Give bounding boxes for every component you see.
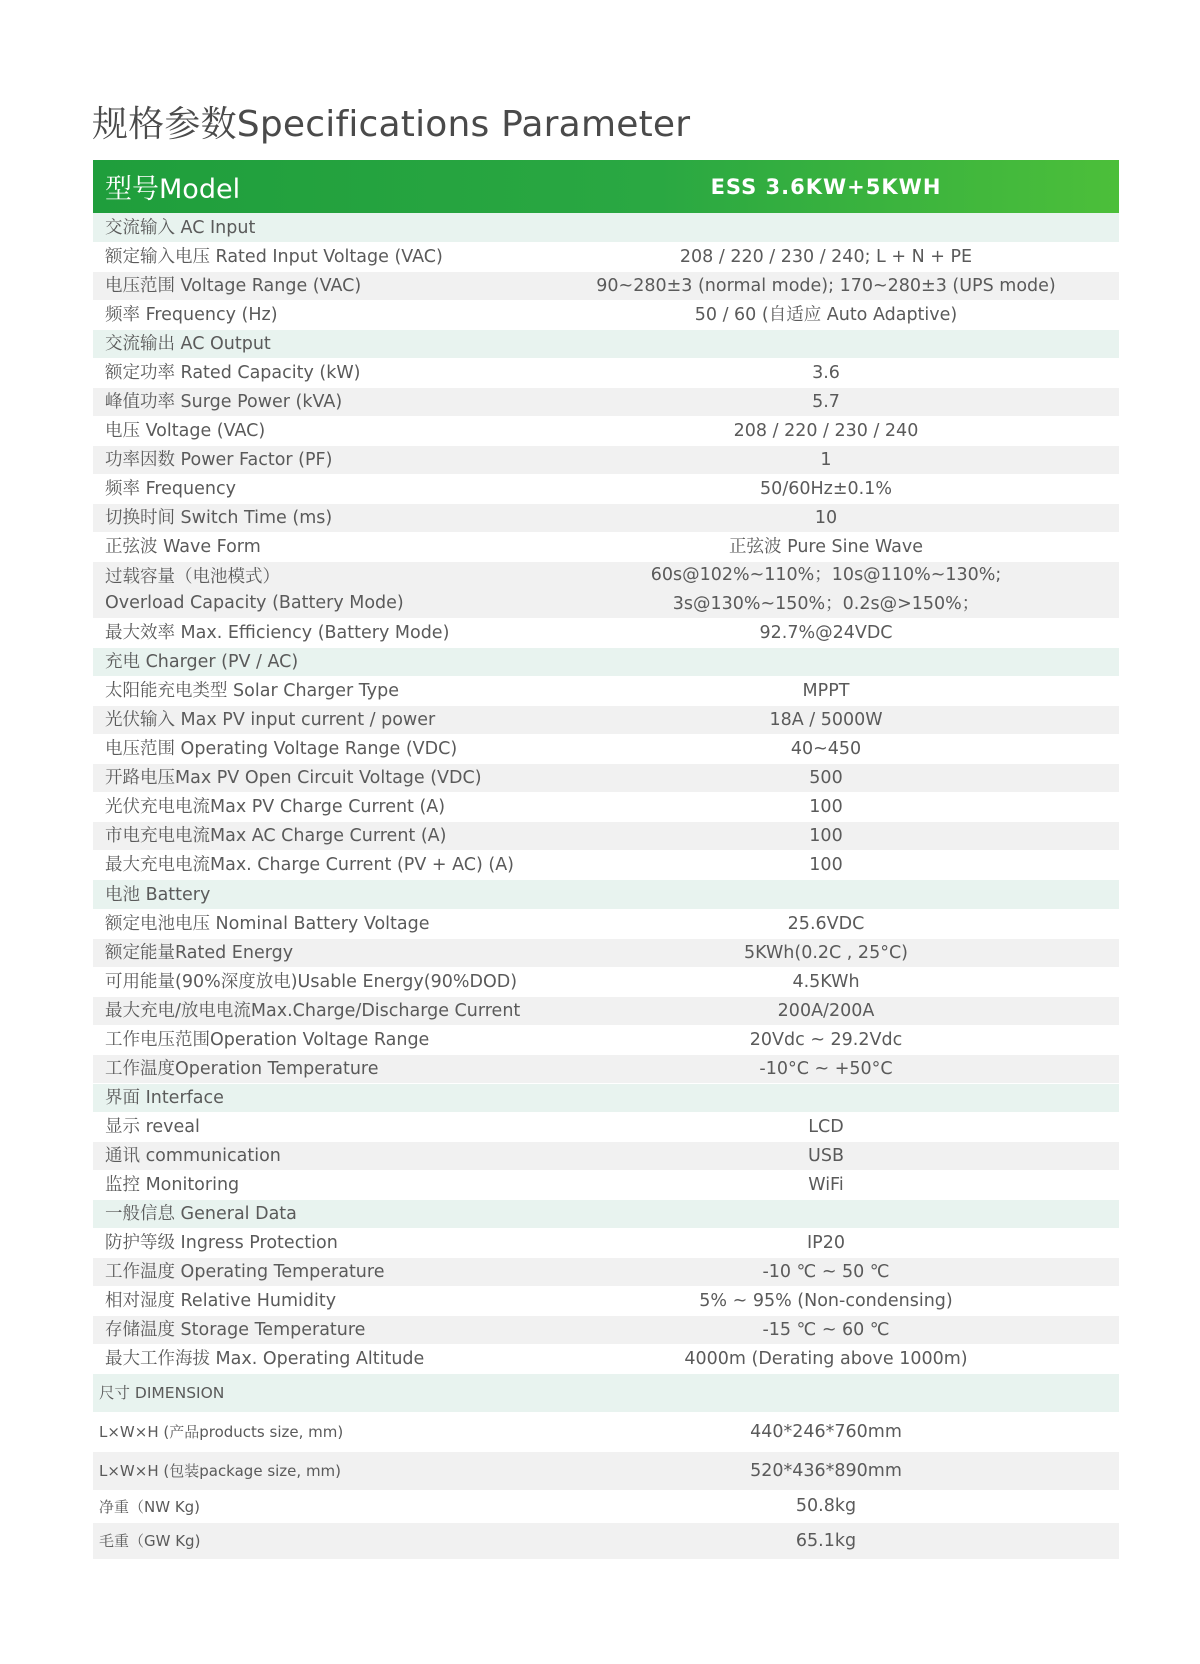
table-row bbox=[93, 822, 1119, 851]
table-row bbox=[93, 272, 1119, 301]
spec-value bbox=[533, 1026, 1119, 1055]
table-row bbox=[93, 1258, 1119, 1287]
spec-label bbox=[93, 389, 533, 415]
spec-value-line: 18A / 5000W bbox=[769, 709, 883, 730]
spec-label bbox=[93, 1528, 533, 1554]
spec-label bbox=[93, 1259, 533, 1285]
spec-value-line: LCD bbox=[808, 1116, 844, 1137]
spec-value-line: 60s@102%~110%；10s@110%~130%; bbox=[650, 565, 1002, 585]
spec-label bbox=[93, 1027, 533, 1053]
section-row bbox=[93, 330, 1119, 359]
spec-value-line: 65.1kg bbox=[795, 1530, 857, 1551]
spec-label-line: 电池 Battery bbox=[105, 884, 211, 905]
spec-label bbox=[93, 360, 533, 386]
spec-value bbox=[533, 764, 1119, 793]
spec-value-line: USB bbox=[808, 1145, 844, 1166]
spec-value-line: 正弦波 Pure Sine Wave bbox=[729, 536, 923, 557]
spec-value bbox=[533, 1316, 1119, 1345]
spec-label bbox=[93, 244, 533, 270]
table-header bbox=[93, 160, 1119, 213]
section-title bbox=[93, 1085, 533, 1111]
spec-value bbox=[533, 1457, 1119, 1486]
spec-label-line: 市电充电电流Max AC Charge Current (A) bbox=[105, 826, 447, 846]
spec-label-line: 工作温度 Operating Temperature bbox=[105, 1262, 385, 1282]
spec-value-line: 90~280±3 (normal mode); 170~280±3 (UPS mode) bbox=[596, 275, 1056, 296]
table-row bbox=[93, 997, 1119, 1026]
section-title bbox=[93, 331, 533, 357]
spec-label-line: 光伏充电电流Max PV Charge Current (A) bbox=[105, 797, 446, 817]
spec-value bbox=[533, 735, 1119, 764]
spec-value bbox=[533, 1171, 1119, 1200]
spec-label bbox=[93, 1419, 533, 1445]
spec-value-line: 3s@130%~150%；0.2s@>150%； bbox=[672, 594, 980, 614]
spec-label-line: 电压范围 Voltage Range (VAC) bbox=[105, 276, 362, 296]
spec-label-line: 最大充电/放电电流Max.Charge/Discharge Current bbox=[105, 1001, 521, 1021]
table-row bbox=[93, 1113, 1119, 1142]
spec-value bbox=[533, 1055, 1119, 1084]
spec-label-line: 最大工作海拔 Max. Operating Altitude bbox=[105, 1349, 425, 1369]
spec-value bbox=[533, 388, 1119, 417]
spec-value-line: 92.7%@24VDC bbox=[759, 622, 893, 643]
section-title bbox=[93, 1380, 533, 1406]
spec-value bbox=[533, 1527, 1119, 1556]
spec-label-line: 额定功率 Rated Capacity (kW) bbox=[105, 363, 361, 383]
spec-label bbox=[93, 794, 533, 820]
section-row bbox=[93, 213, 1119, 243]
spec-value bbox=[533, 1492, 1119, 1521]
table-row bbox=[93, 939, 1119, 968]
spec-value-line: 25.6VDC bbox=[787, 913, 865, 934]
spec-label bbox=[93, 736, 533, 762]
spec-label bbox=[93, 1346, 533, 1372]
section-row bbox=[93, 648, 1119, 677]
spec-label-line: 功率因数 Power Factor (PF) bbox=[105, 450, 333, 470]
spec-value bbox=[533, 359, 1119, 388]
spec-label bbox=[93, 1494, 533, 1520]
spec-value-line: -10°C ~ +50°C bbox=[759, 1058, 893, 1079]
spec-label bbox=[93, 1458, 533, 1484]
spec-label-line: 工作温度Operation Temperature bbox=[105, 1059, 379, 1079]
spec-rows bbox=[93, 213, 1119, 1560]
spec-label bbox=[93, 998, 533, 1024]
spec-label-line: 显示 reveal bbox=[105, 1117, 200, 1137]
spec-value bbox=[533, 677, 1119, 706]
spec-value-line: IP20 bbox=[807, 1232, 845, 1253]
spec-label-line: 过载容量（电池模式） bbox=[105, 567, 280, 587]
table-row bbox=[93, 1345, 1119, 1374]
spec-label bbox=[93, 418, 533, 444]
spec-label-line: 太阳能充电类型 Solar Charger Type bbox=[105, 681, 399, 701]
spec-value bbox=[533, 1418, 1119, 1447]
spec-value bbox=[533, 939, 1119, 968]
model-label: 型号Model bbox=[105, 174, 241, 205]
section-title bbox=[93, 649, 533, 675]
spec-label-line: 监控 Monitoring bbox=[105, 1175, 240, 1195]
table-row bbox=[93, 1491, 1119, 1523]
spec-label bbox=[93, 707, 533, 733]
spec-label bbox=[93, 1114, 533, 1140]
spec-value-line: 3.6 bbox=[812, 362, 840, 383]
spec-value-line: 520*436*890mm bbox=[750, 1460, 902, 1481]
spec-label-line: 峰值功率 Surge Power (kVA) bbox=[105, 392, 343, 412]
spec-label-line: 一般信息 General Data bbox=[105, 1204, 297, 1224]
spec-value bbox=[533, 1229, 1119, 1258]
page-title: 规格参数Specifications Parameter bbox=[92, 104, 691, 145]
spec-label-line: 充电 Charger (PV / AC) bbox=[105, 652, 299, 672]
table-row bbox=[93, 388, 1119, 417]
spec-value-line: 10 bbox=[814, 507, 838, 528]
table-row bbox=[93, 562, 1119, 619]
spec-value-line: 50.8kg bbox=[795, 1496, 857, 1516]
spec-label-line: L×W×H (包装package size, mm) bbox=[99, 1462, 342, 1480]
spec-label bbox=[93, 447, 533, 473]
spec-value-line: MPPT bbox=[802, 680, 850, 701]
spec-value bbox=[533, 475, 1119, 504]
spec-label bbox=[93, 678, 533, 704]
table-row bbox=[93, 1523, 1119, 1560]
spec-value-line: 200A/200A bbox=[777, 1000, 875, 1021]
spec-label bbox=[93, 1056, 533, 1082]
model-value: ESS 3.6KW+5KWH bbox=[710, 174, 942, 199]
section-title bbox=[93, 1201, 533, 1227]
table-row bbox=[93, 706, 1119, 735]
spec-label bbox=[93, 823, 533, 849]
table-row bbox=[93, 1316, 1119, 1345]
spec-value-line: 100 bbox=[809, 796, 843, 817]
spec-label-line: 最大效率 Max. Efficiency (Battery Mode) bbox=[105, 623, 450, 643]
spec-label bbox=[93, 505, 533, 531]
table-row bbox=[93, 1055, 1119, 1084]
spec-value bbox=[533, 822, 1119, 851]
spec-label bbox=[93, 476, 533, 502]
spec-value bbox=[533, 446, 1119, 475]
spec-label-line: 存储温度 Storage Temperature bbox=[105, 1320, 366, 1340]
spec-label-line: 光伏输入 Max PV input current / power bbox=[105, 710, 436, 730]
spec-value-line: 50/60Hz±0.1% bbox=[760, 478, 892, 499]
table-row bbox=[93, 301, 1119, 330]
spec-value bbox=[533, 243, 1119, 272]
spec-label-line: 频率 Frequency bbox=[105, 479, 236, 499]
spec-label bbox=[93, 302, 533, 328]
spec-label-line: 正弦波 Wave Form bbox=[105, 537, 261, 557]
spec-label-line: 工作电压范围Operation Voltage Range bbox=[105, 1030, 430, 1050]
spec-table bbox=[93, 160, 1119, 1560]
spec-label bbox=[93, 534, 533, 560]
spec-value bbox=[533, 997, 1119, 1026]
spec-value-line: WiFi bbox=[808, 1174, 844, 1195]
spec-label-line: 界面 Interface bbox=[105, 1088, 224, 1108]
spec-label bbox=[93, 1230, 533, 1256]
spec-label-line: 相对湿度 Relative Humidity bbox=[105, 1291, 337, 1311]
spec-value bbox=[533, 1258, 1119, 1287]
spec-label-line: L×W×H (产品products size, mm) bbox=[99, 1423, 344, 1441]
spec-label-line: 交流输入 AC Input bbox=[105, 217, 256, 238]
spec-label bbox=[93, 852, 533, 878]
spec-value bbox=[533, 851, 1119, 880]
spec-value-line: 208 / 220 / 230 / 240; L + N + PE bbox=[679, 246, 973, 267]
spec-value bbox=[533, 910, 1119, 939]
spec-label bbox=[93, 765, 533, 791]
spec-label-line: 毛重（GW Kg) bbox=[99, 1532, 201, 1550]
spec-value-line: -15 ℃ ~ 60 ℃ bbox=[762, 1319, 890, 1340]
spec-label-line: Overload Capacity (Battery Mode) bbox=[105, 593, 404, 613]
table-row bbox=[93, 1026, 1119, 1055]
spec-value bbox=[533, 533, 1119, 562]
spec-value bbox=[533, 706, 1119, 735]
table-row bbox=[93, 793, 1119, 822]
spec-value-line: 208 / 220 / 230 / 240 bbox=[733, 420, 919, 441]
spec-label-line: 额定电池电压 Nominal Battery Voltage bbox=[105, 914, 430, 934]
spec-value-line: 100 bbox=[809, 854, 843, 875]
spec-label bbox=[93, 1143, 533, 1169]
spec-value-line: 4.5KWh bbox=[792, 971, 860, 992]
spec-value bbox=[533, 417, 1119, 446]
spec-label bbox=[93, 564, 533, 616]
spec-label-line: 频率 Frequency (Hz) bbox=[105, 305, 278, 325]
spec-label-line: 电压 Voltage (VAC) bbox=[105, 421, 266, 441]
section-row bbox=[93, 1374, 1119, 1413]
spec-label-line: 额定输入电压 Rated Input Voltage (VAC) bbox=[105, 247, 443, 267]
spec-value bbox=[533, 504, 1119, 533]
table-row bbox=[93, 851, 1119, 880]
spec-value-line: 5.7 bbox=[812, 391, 840, 412]
spec-value-line: 4000m (Derating above 1000m) bbox=[684, 1348, 968, 1369]
spec-label-line: 最大充电电流Max. Charge Current (PV + AC) (A) bbox=[105, 855, 514, 875]
spec-label-line: 开路电压Max PV Open Circuit Voltage (VDC) bbox=[105, 768, 482, 788]
spec-label-line: 额定能量Rated Energy bbox=[105, 943, 294, 963]
table-row bbox=[93, 446, 1119, 475]
table-row bbox=[93, 1452, 1119, 1491]
spec-value-line: 40~450 bbox=[790, 738, 862, 759]
spec-value bbox=[533, 968, 1119, 997]
table-row bbox=[93, 1229, 1119, 1258]
spec-value-line: 5% ~ 95% (Non-condensing) bbox=[699, 1290, 953, 1311]
spec-label bbox=[93, 969, 533, 995]
spec-label-line: 电压范围 Operating Voltage Range (VDC) bbox=[105, 739, 458, 759]
spec-label-line: 净重（NW Kg) bbox=[99, 1497, 201, 1516]
section-title bbox=[93, 215, 533, 241]
table-row bbox=[93, 475, 1119, 504]
spec-value-line: 20Vdc ~ 29.2Vdc bbox=[749, 1029, 903, 1050]
spec-value bbox=[533, 272, 1119, 301]
table-row bbox=[93, 417, 1119, 446]
spec-value bbox=[533, 301, 1119, 330]
table-row bbox=[93, 1287, 1119, 1316]
spec-label bbox=[93, 1172, 533, 1198]
table-row bbox=[93, 1142, 1119, 1171]
spec-label-line: 尺寸 DIMENSION bbox=[99, 1384, 225, 1402]
spec-value-line: 440*246*760mm bbox=[750, 1421, 902, 1442]
table-row bbox=[93, 504, 1119, 533]
spec-value bbox=[533, 619, 1119, 648]
spec-value bbox=[533, 561, 1119, 619]
spec-label bbox=[93, 620, 533, 646]
spec-label-line: 通讯 communication bbox=[105, 1146, 281, 1166]
section-row bbox=[93, 1200, 1119, 1229]
spec-label-line: 防护等级 Ingress Protection bbox=[105, 1233, 338, 1253]
table-row bbox=[93, 677, 1119, 706]
table-row bbox=[93, 1413, 1119, 1452]
table-row bbox=[93, 735, 1119, 764]
spec-label bbox=[93, 1317, 533, 1343]
table-row bbox=[93, 243, 1119, 272]
spec-label-line: 可用能量(90%深度放电)Usable Energy(90%DOD) bbox=[105, 972, 518, 992]
table-row bbox=[93, 533, 1119, 562]
spec-value bbox=[533, 793, 1119, 822]
section-title bbox=[93, 882, 533, 908]
spec-value-line: 500 bbox=[809, 767, 843, 788]
table-row bbox=[93, 1171, 1119, 1200]
spec-value-line: 50 / 60 (自适应 Auto Adaptive) bbox=[694, 304, 958, 325]
spec-label-line: 切换时间 Switch Time (ms) bbox=[105, 508, 333, 528]
spec-label bbox=[93, 940, 533, 966]
spec-label bbox=[93, 1288, 533, 1314]
spec-label bbox=[93, 273, 533, 299]
spec-value-line: 5KWh(0.2C , 25°C) bbox=[743, 942, 908, 963]
table-row bbox=[93, 910, 1119, 939]
table-row bbox=[93, 619, 1119, 648]
spec-value bbox=[533, 1142, 1119, 1171]
table-row bbox=[93, 968, 1119, 997]
section-row bbox=[93, 1084, 1119, 1113]
section-row bbox=[93, 880, 1119, 910]
spec-value bbox=[533, 1287, 1119, 1316]
spec-value-line: 100 bbox=[809, 825, 843, 846]
spec-value bbox=[533, 1345, 1119, 1374]
table-row bbox=[93, 359, 1119, 388]
spec-label-line: 交流输出 AC Output bbox=[105, 334, 271, 354]
spec-value-line: 1 bbox=[820, 449, 832, 470]
spec-label bbox=[93, 911, 533, 937]
spec-value bbox=[533, 1113, 1119, 1142]
table-row bbox=[93, 764, 1119, 793]
spec-value-line: -10 ℃ ~ 50 ℃ bbox=[762, 1261, 890, 1282]
